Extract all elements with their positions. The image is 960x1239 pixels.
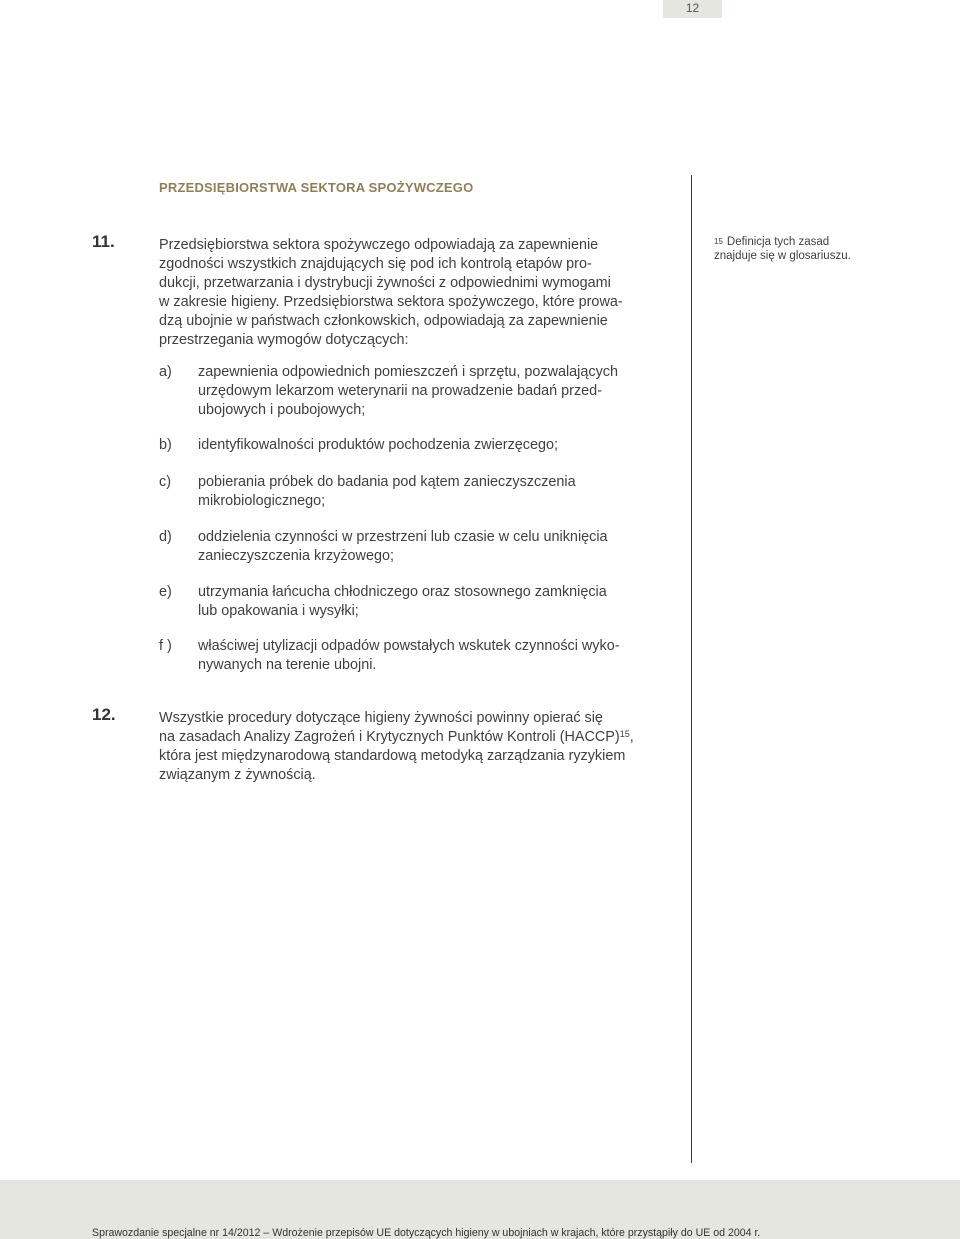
list-letter: b) — [159, 437, 172, 453]
footnote-number: 15 — [714, 237, 723, 246]
footnote-text: Definicja tych zasad — [726, 236, 830, 248]
paragraph-line: Wszystkie procedury dotyczące higieny żywności powinny opierać się — [159, 710, 603, 726]
paragraph-line: przestrzegania wymogów dotyczących: — [159, 332, 409, 348]
paragraph-line: która jest międzynarodową standardową metodyką zarządzania ryzykiem — [159, 748, 626, 764]
list-text — [198, 473, 669, 511]
list-letter: e) — [159, 584, 172, 600]
list-text — [198, 583, 669, 621]
section-heading: PRZEDSIĘBIORSTWA SEKTORA SPOŻYWCZEGO — [159, 180, 474, 195]
paragraph-11-number: 11. — [92, 232, 115, 251]
paragraph-line: zgodności wszystkich znajdujących się pod ich kontrolą etapów pro- — [159, 256, 592, 272]
list-letter: c) — [159, 474, 171, 490]
paragraph-line: dzą ubojnie w państwach członkowskich, odpowiadają za zapewnienie — [159, 313, 608, 329]
paragraph-line: Przedsiębiorstwa sektora spożywczego odpowiadają za zapewnienie — [159, 237, 599, 253]
list-letter: f ) — [159, 638, 172, 654]
list-text — [198, 528, 669, 566]
list-line: oddzielenia czynności w przestrzeni lub czasie w celu uniknięcia — [198, 529, 608, 545]
list-line: nywanych na terenie ubojni. — [198, 657, 377, 673]
list-line: właściwej utylizacji odpadów powstałych wskutek czynności wyko- — [198, 638, 620, 654]
page-number: 12 — [685, 1, 700, 15]
footnote — [714, 236, 894, 263]
paragraph-line: związanym z żywnością. — [159, 767, 316, 783]
footer-text: Sprawozdanie specjalne nr 14/2012 – Wdrożenie przepisów UE dotyczących higieny w ubojniach w krajach, które przystąpiły do UE od 2004 r. — [92, 1227, 761, 1239]
list-text — [198, 363, 669, 420]
list-text — [198, 436, 669, 455]
footnote-line: znajduje się w glosariuszu. — [714, 249, 851, 262]
list-line: urzędowym lekarzom weterynarii na prowadzenie badań przed- — [198, 383, 602, 399]
list-line: utrzymania łańcucha chłodniczego oraz stosownego zamknięcia — [198, 584, 607, 600]
list-line: zapewnienia odpowiednich pomieszczeń i sprzętu, pozwalających — [198, 364, 618, 380]
list-line: zanieczyszczenia krzyżowego; — [198, 548, 394, 564]
paragraph-line: w zakresie higieny. Przedsiębiorstwa sektora spożywczego, które prowa- — [159, 294, 623, 310]
list-line: pobierania próbek do badania pod kątem zanieczyszczenia — [198, 474, 576, 490]
list-line: identyfikowalności produktów pochodzenia zwierzęcego; — [198, 437, 558, 453]
list-text — [198, 637, 669, 675]
list-line: ubojowych i poubojowych; — [198, 402, 366, 418]
paragraph-line: dukcji, przetwarzania i dystrybucji żywności z odpowiednimi wymogami — [159, 275, 611, 291]
list-letter: d) — [159, 529, 172, 545]
paragraph-line-text: na zasadach Analizy Zagrożeń i Krytycznych Punktów Kontroli (HACCP) — [159, 729, 620, 745]
list-line: mikrobiologicznego; — [198, 493, 326, 509]
paragraph-12-text — [159, 709, 669, 785]
paragraph-12-number: 12. — [92, 705, 116, 724]
list-letter: a) — [159, 364, 172, 380]
paragraph-line — [159, 728, 669, 747]
footnote-line — [714, 236, 894, 250]
margin-divider — [691, 175, 692, 1163]
paragraph-11-text — [159, 236, 669, 350]
footnote-reference[interactable]: 15 — [619, 729, 630, 739]
list-line: lub opakowania i wysyłki; — [198, 603, 359, 619]
paragraph-line-text: , — [629, 729, 634, 745]
